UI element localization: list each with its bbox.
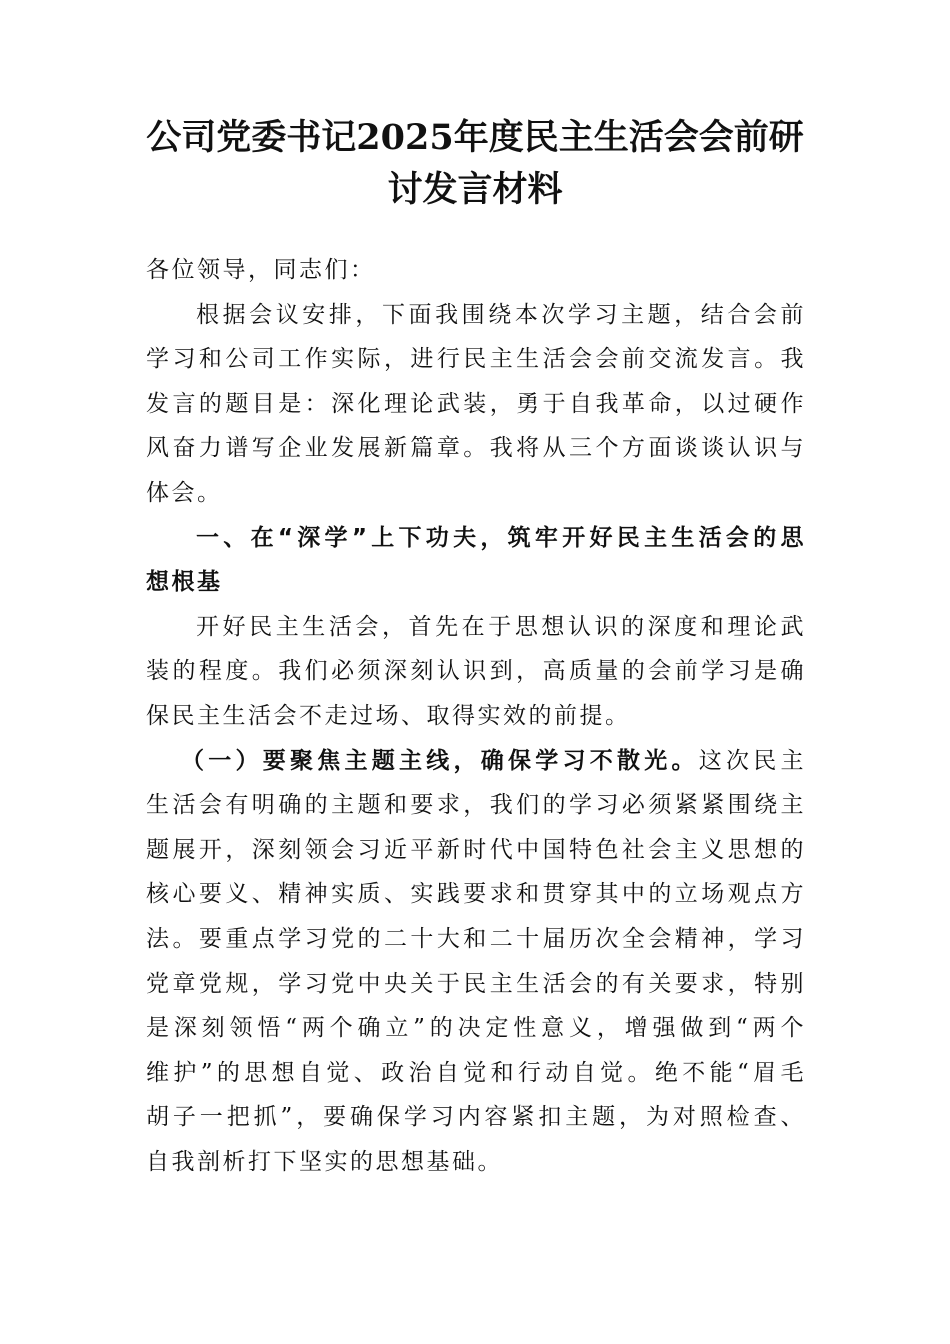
sub1-line-7: 是深刻领悟“两个确立”的决定性意义，增强做到“两个 — [146, 1015, 806, 1042]
document-title — [140, 112, 810, 216]
intro-line-1: 根据会议安排，下面我围绕本次学习主题，结合会前 — [196, 301, 806, 328]
section1-para-line-3: 保民主生活会不走过场、取得实效的前提。 — [146, 702, 631, 729]
sub1-line-9: 胡子一把抓”，要确保学习内容紧扣主题，为对照检查、 — [146, 1104, 806, 1131]
salutation: 各位领导，同志们： — [146, 257, 376, 283]
title-line-1: 公司党委书记2025年度民主生活会会前研 — [146, 117, 804, 158]
section1-para-line-2: 装的程度。我们必须深刻认识到，高质量的会前学习是确 — [146, 658, 806, 685]
sub1-heading: （一）要聚焦主题主线，确保学习不散光。 — [181, 746, 699, 774]
intro-line-2: 学习和公司工作实际，进行民主生活会会前交流发言。我 — [146, 346, 806, 373]
section1-para-line-1: 开好民主生活会，首先在于思想认识的深度和理论武 — [196, 613, 806, 640]
sub1-first-line — [146, 739, 806, 784]
sub1-line-10: 自我剖析打下坚实的思想基础。 — [146, 1148, 503, 1175]
title-line-2: 讨发言材料 — [387, 169, 563, 210]
document-body — [146, 248, 806, 1184]
sub1-line-4: 核心要义、精神实质、实践要求和贯穿其中的立场观点方 — [146, 881, 806, 908]
intro-line-4: 风奋力谱写企业发展新篇章。我将从三个方面谈谈认识与 — [146, 435, 806, 462]
intro-line-5: 体会。 — [146, 479, 223, 506]
sub1-line-6: 党章党规，学习党中央关于民主生活会的有关要求，特别 — [146, 970, 806, 997]
sub1-line-3: 题展开，深刻领会习近平新时代中国特色社会主义思想的 — [146, 836, 806, 863]
sub1-line-5: 法。要重点学习党的二十大和二十届历次全会精神，学习 — [146, 925, 806, 952]
sub1-line-8: 维护”的思想自觉、政治自觉和行动自觉。绝不能“眉毛 — [146, 1059, 806, 1086]
sub1-line-2: 生活会有明确的主题和要求，我们的学习必须紧紧围绕主 — [146, 792, 806, 819]
sub1-first-rest: 这次民主 — [698, 747, 806, 774]
section1-heading-line-1: 一、在“深学”上下功夫，筑牢开好民主生活会的思 — [196, 524, 806, 551]
section1-heading-line-2: 想根基 — [146, 569, 223, 596]
intro-line-3: 发言的题目是：深化理论武装，勇于自我革命，以过硬作 — [146, 390, 806, 417]
